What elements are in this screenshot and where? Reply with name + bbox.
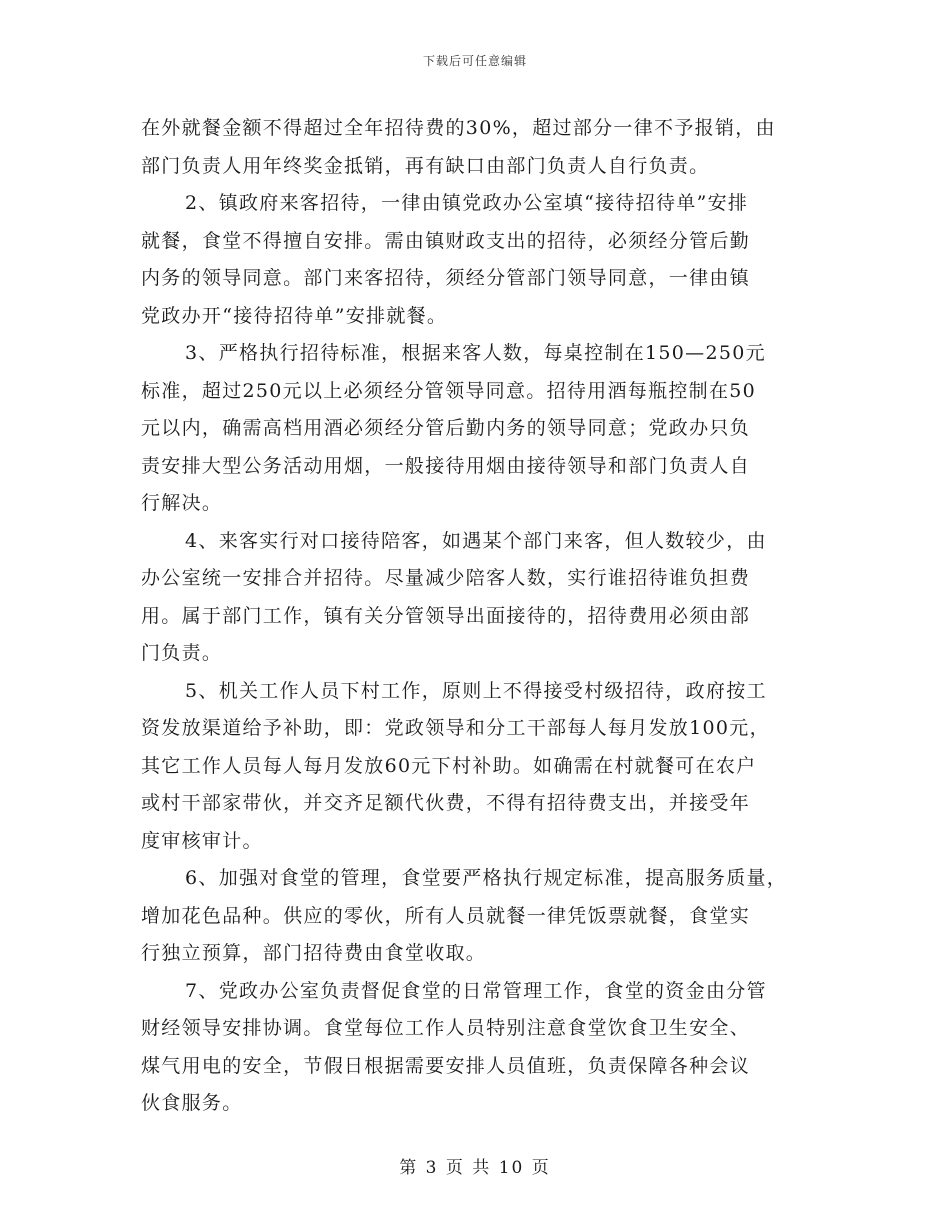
text-line: 部门负责人用年终奖金抵销，再有缺口由部门负责人自行负责。 (141, 154, 710, 177)
text-line: 4、来客实行对口接待陪客，如遇某个部门来客，但人数较少，由 (185, 529, 767, 552)
text-line: 伙食服务。 (141, 1092, 243, 1114)
text-line: 度审核审计。 (141, 829, 263, 852)
text-line: 元以内，确需高档用酒必须经分管后勤内务的领导同意；党政办只负 (141, 417, 751, 439)
text-line: 标准，超过250元以上必须经分管领导同意。招待用酒每瓶控制在50 (141, 379, 757, 402)
text-line: 就餐，食堂不得擅自安排。需由镇财政支出的招待，必须经分管后勤 (141, 229, 751, 252)
page-header: 下载后可任意编辑 (422, 54, 527, 68)
document-body (141, 110, 827, 1123)
text-line: 财经领导安排协调。食堂每位工作人员特别注意食堂饮食卫生安全、 (141, 1017, 751, 1039)
text-line: 6、加强对食堂的管理，食堂要严格执行规定标准，提高服务质量， (185, 867, 788, 889)
text-line: 内务的领导同意。部门来客招待，须经分管部门领导同意，一律由镇 (141, 267, 751, 289)
text-line: 用。属于部门工作，镇有关分管领导出面接待的，招待费用必须由部 (141, 604, 751, 627)
text-line: 行独立预算，部门招待费由食堂收取。 (141, 942, 487, 964)
text-line: 3、严格执行招待标准，根据来客人数，每桌控制在150—250元 (185, 342, 766, 364)
text-line: 办公室统一安排合并招待。尽量减少陪客人数，实行谁招待谁负担费 (141, 567, 751, 589)
text-line: 资发放渠道给予补助，即：党政领导和分工干部每人每月发放100元， (141, 717, 770, 739)
text-line: 7、党政办公室负责督促食堂的日常管理工作，食堂的资金由分管 (185, 979, 767, 1002)
text-line: 2、镇政府来客招待，一律由镇党政办公室填“接待招待单”安排 (185, 192, 749, 214)
text-line: 其它工作人员每人每月发放60元下村补助。如确需在村就餐可在农户 (141, 754, 757, 777)
text-line: 在外就餐金额不得超过全年招待费的30%，超过部分一律不予报销，由 (141, 117, 776, 139)
text-line: 煤气用电的安全，节假日根据需要安排人员值班，负责保障各种会议 (141, 1054, 751, 1077)
text-line: 门负责。 (141, 642, 223, 664)
page-number: 第 3 页 共 10 页 (399, 1158, 551, 1178)
text-line: 党政办开“接待招待单”安排就餐。 (141, 304, 448, 327)
text-line: 增加花色品种。供应的零伙，所有人员就餐一律凭饭票就餐，食堂实 (141, 904, 751, 927)
text-line: 5、机关工作人员下村工作，原则上不得接受村级招待，政府按工 (185, 679, 767, 702)
text-line: 责安排大型公务活动用烟，一般接待用烟由接待领导和部门负责人自 (141, 454, 751, 477)
text-line: 行解决。 (141, 492, 223, 514)
text-line: 或村干部家带伙，并交齐足额代伙费，不得有招待费支出，并接受年 (141, 792, 751, 814)
